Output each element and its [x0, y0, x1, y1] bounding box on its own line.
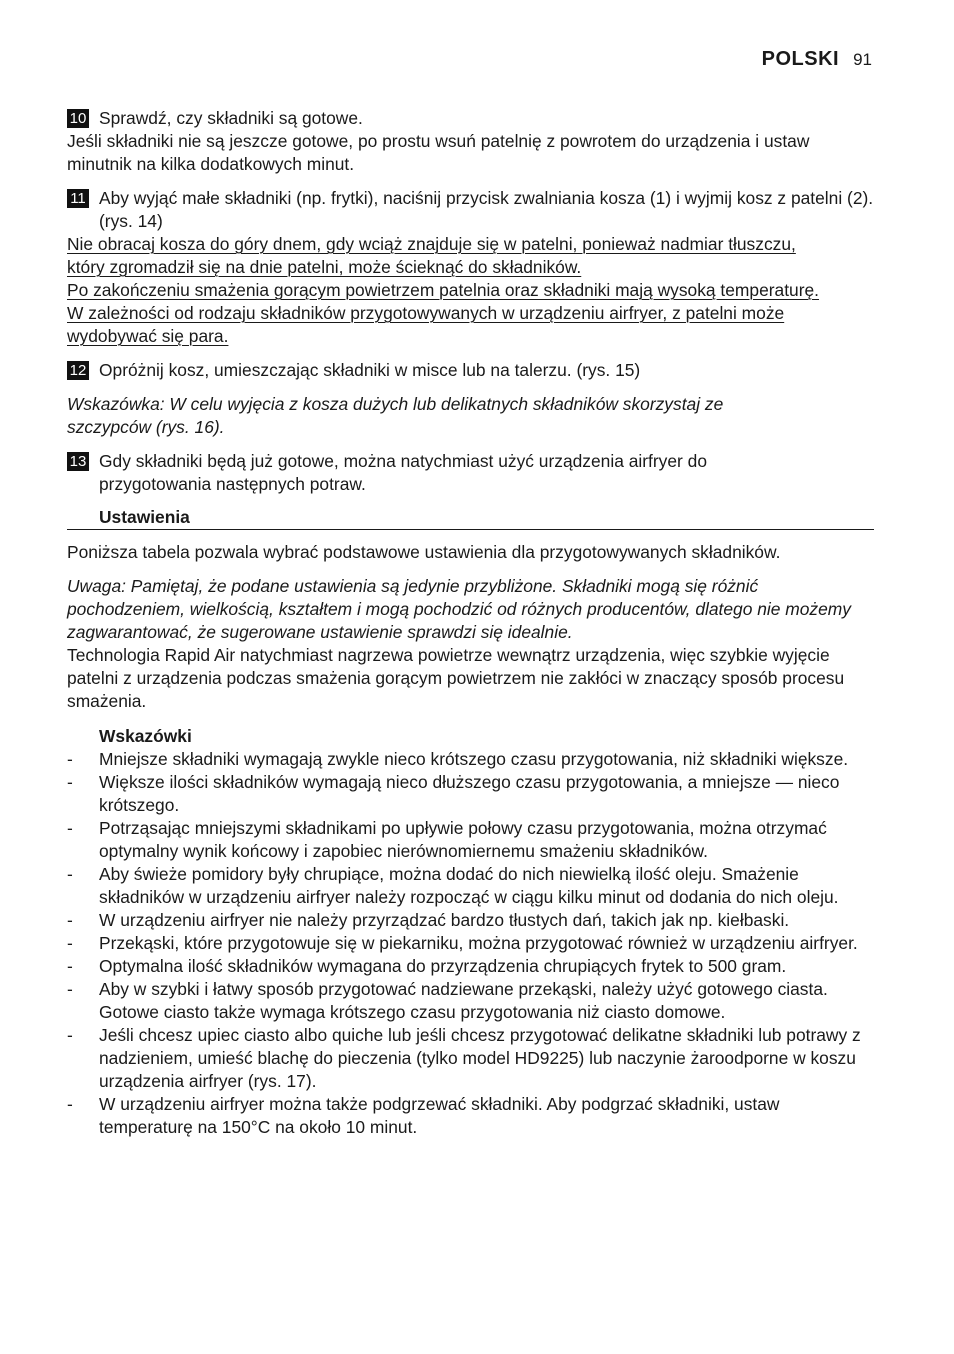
- step-10: [67, 107, 874, 176]
- list-item: - Przekąski, które przygotowuje się w piekarniku, można przygotować również w urządzeniu airfryer.: [67, 933, 858, 953]
- step-13: [67, 450, 874, 496]
- tips-heading: Wskazówki: [99, 726, 192, 746]
- tips-list: [67, 748, 874, 1139]
- section-heading-settings: Ustawienia: [67, 506, 874, 530]
- step-13-text: Gdy składniki będą już gotowe, można natychmiast użyć urządzenia airfryer do przygotowania następnych potraw.: [99, 451, 708, 494]
- list-item: - Aby w szybki i łatwy sposób przygotować nadziewane przekąski, należy użyć gotowego ciasta. Gotowe ciasto także wymaga krótszego czasu przygotowania niż ciasto domowe.: [67, 979, 828, 1022]
- step-11-text: Aby wyjąć małe składniki (np. frytki), naciśnij przycisk zwalniania kosza (1) i wyjmij kosz z patelni (2). (rys. 14): [99, 188, 874, 231]
- step-12: [67, 359, 874, 382]
- warning-hot: [67, 279, 874, 348]
- step-10-title: Sprawdź, czy składniki są gotowe.: [99, 108, 363, 128]
- warning-line: Nie obracaj kosza do góry dnem, gdy wciąż znajduje się w patelni, ponieważ nadmiar tłuszczu,: [67, 234, 796, 254]
- step-10-body: Jeśli składniki nie są jeszcze gotowe, po prostu wsuń patelnię z powrotem do urządzenia i ustaw minutnik na kilka dodatkowych minut.: [67, 131, 810, 174]
- rapid-air-text: Technologia Rapid Air natychmiast nagrzewa powietrze wewnątrz urządzenia, więc szybkie wyjęcie patelni z urządzenia podczas smażenia gorącym powietrzem nie zakłóci w znaczący sposób procesu smażenia.: [67, 645, 845, 711]
- list-item: - Potrząsając mniejszymi składnikami po upływie połowy czasu przygotowania, można otrzymać optymalny wynik końcowy i zapobiec nierównomiernemu smażeniu składników.: [67, 818, 827, 861]
- page-number: 91: [853, 50, 872, 69]
- step-number-badge: 11: [67, 189, 89, 208]
- warning-line: Po zakończeniu smażenia gorącym powietrzem patelnia oraz składniki mają wysoką temperaturę.: [67, 280, 820, 300]
- list-item: - Aby świeże pomidory były chrupiące, można dodać do nich niewielką ilość oleju. Smażenie składników w urządzeniu airfryer należy rozpocząć w ciągu kilku minut od dodania do nich oleju.: [67, 864, 839, 907]
- list-item: - Optymalna ilość składników wymagana do przyrządzenia chrupiących frytek to 500 gram.: [67, 956, 787, 976]
- list-item: - W urządzeniu airfryer nie należy przyrządzać bardzo tłustych dań, takich jak np. kiełbaski.: [67, 910, 790, 930]
- step-12-text: Opróżnij kosz, umieszczając składniki w misce lub na talerzu. (rys. 15): [99, 360, 641, 380]
- list-item: - Mniejsze składniki wymagają zwykle nieco krótszego czasu przygotowania, niż składniki większe.: [67, 749, 849, 769]
- settings-intro: Poniższa tabela pozwala wybrać podstawowe ustawienia dla przygotowywanych składników.: [67, 542, 781, 562]
- step-number-badge: 10: [67, 109, 89, 128]
- hint-tongs: Wskazówka: W celu wyjęcia z kosza dużych lub delikatnych składników skorzystaj ze szczypców (rys. 16).: [67, 394, 724, 437]
- warning-line: wydobywać się para.: [67, 326, 229, 346]
- list-item: - W urządzeniu airfryer można także podgrzewać składniki. Aby podgrzać składniki, ustaw temperaturę na 150°C na około 10 minut.: [67, 1094, 780, 1137]
- warning-line: W zależności od rodzaju składników przygotowywanych w urządzeniu airfryer, z patelni może: [67, 303, 785, 323]
- step-11: [67, 187, 874, 233]
- warning-line: który zgromadził się na dnie patelni, może ścieknąć do składników.: [67, 257, 582, 277]
- settings-note: Uwaga: Pamiętaj, że podane ustawienia są jedynie przybliżone. Składniki mogą się różnić pochodzeniem, wielkością, kształtem i mogą pochodzić od różnych producentów, dlatego nie możemy zagwarantować, że sugerowane ustawienie sprawdzi się idealnie.: [67, 576, 851, 642]
- step-number-badge: 13: [67, 452, 89, 471]
- page-content: [67, 107, 874, 1139]
- step-number-badge: 12: [67, 361, 89, 380]
- list-item: - Większe ilości składników wymagają nieco dłuższego czasu przygotowania, a mniejsze — nieco krótszego.: [67, 772, 840, 815]
- warning-basket: [67, 233, 874, 279]
- page-header: [762, 48, 872, 71]
- language-label: POLSKI: [761, 48, 840, 70]
- list-item: - Jeśli chcesz upiec ciasto albo quiche lub jeśli chcesz przygotować delikatne składniki lub potrawy z nadzieniem, umieść blachę do pieczenia (tylko model HD9225) lub naczynie żaroodporne w koszu urządzenia airfryer (rys. 17).: [67, 1025, 861, 1091]
